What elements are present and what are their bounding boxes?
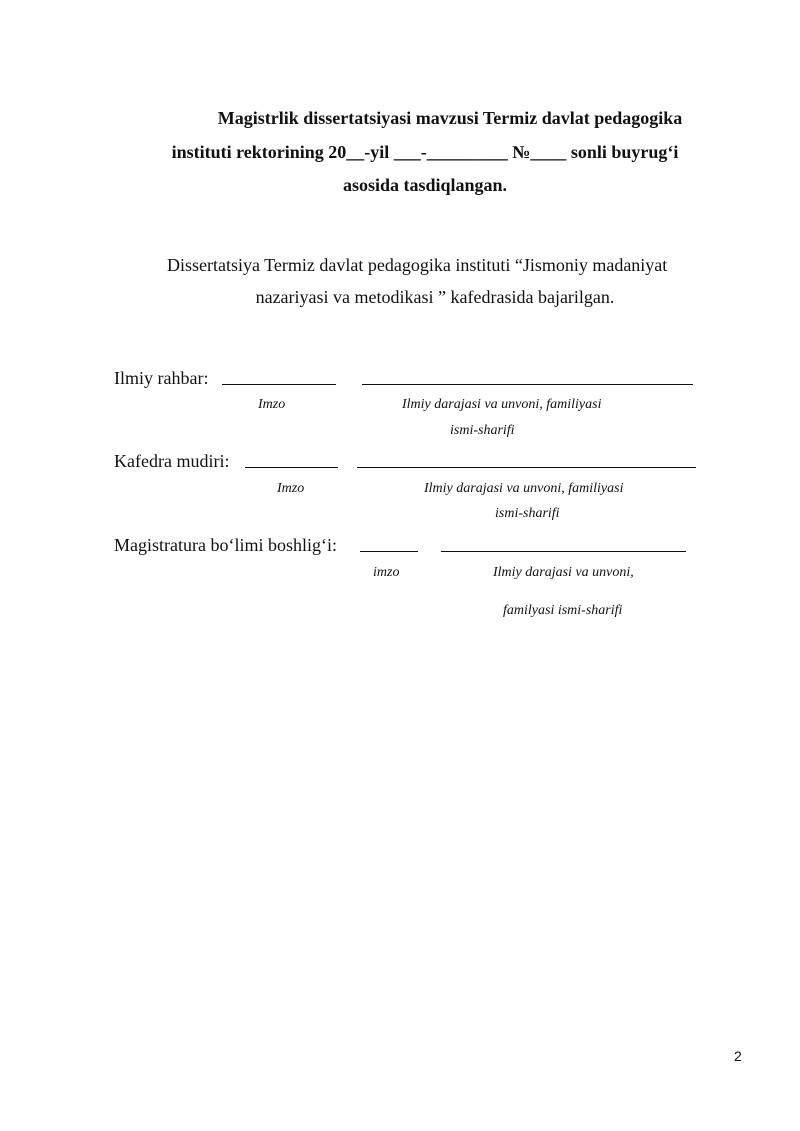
heading-line-3: asosida tasdiqlangan. [342, 175, 508, 195]
masters-dept-head-name-caption: Ilmiy darajasi va unvoni, [493, 565, 634, 580]
department-head-name-line [357, 467, 696, 468]
supervisor-name-caption: Ilmiy darajasi va unvoni, familiyasi [402, 397, 602, 412]
supervisor-name-line [362, 384, 693, 385]
masters-dept-head-name-caption-2: familyasi ismi-sharifi [503, 603, 623, 618]
heading-line-2: instituti rektorining 20__-yil ___-_________ №____ sonli buyrug‘i [171, 142, 679, 162]
supervisor-name-caption-2: ismi-sharifi [450, 423, 515, 438]
statement-line-1: Dissertatsiya Termiz davlat pedagogika instituti “Jismoniy madaniyat [167, 255, 668, 275]
department-head-signature-caption: Imzo [277, 481, 305, 496]
heading-line-1: Magistrlik dissertatsiyasi mavzusi Termiz davlat pedagogika [217, 108, 683, 128]
masters-dept-head-signature-caption: imzo [373, 565, 400, 580]
supervisor-label: Ilmiy rahbar: [114, 368, 209, 388]
department-head-name-caption: Ilmiy darajasi va unvoni, familiyasi [424, 481, 624, 496]
masters-dept-head-name-line [441, 551, 686, 552]
supervisor-signature-line [222, 384, 336, 385]
masters-dept-head-signature-line [360, 551, 418, 552]
department-head-signature-line [245, 467, 338, 468]
masters-dept-head-label: Magistratura bo‘limi boshlig‘i: [114, 535, 337, 555]
department-head-name-caption-2: ismi-sharifi [495, 506, 560, 521]
page-number: 2 [734, 1048, 742, 1064]
department-head-label: Kafedra mudiri: [114, 451, 230, 471]
statement-line-2: nazariyasi va metodikasi ” kafedrasida bajarilgan. [255, 287, 615, 307]
supervisor-signature-caption: Imzo [258, 397, 286, 412]
